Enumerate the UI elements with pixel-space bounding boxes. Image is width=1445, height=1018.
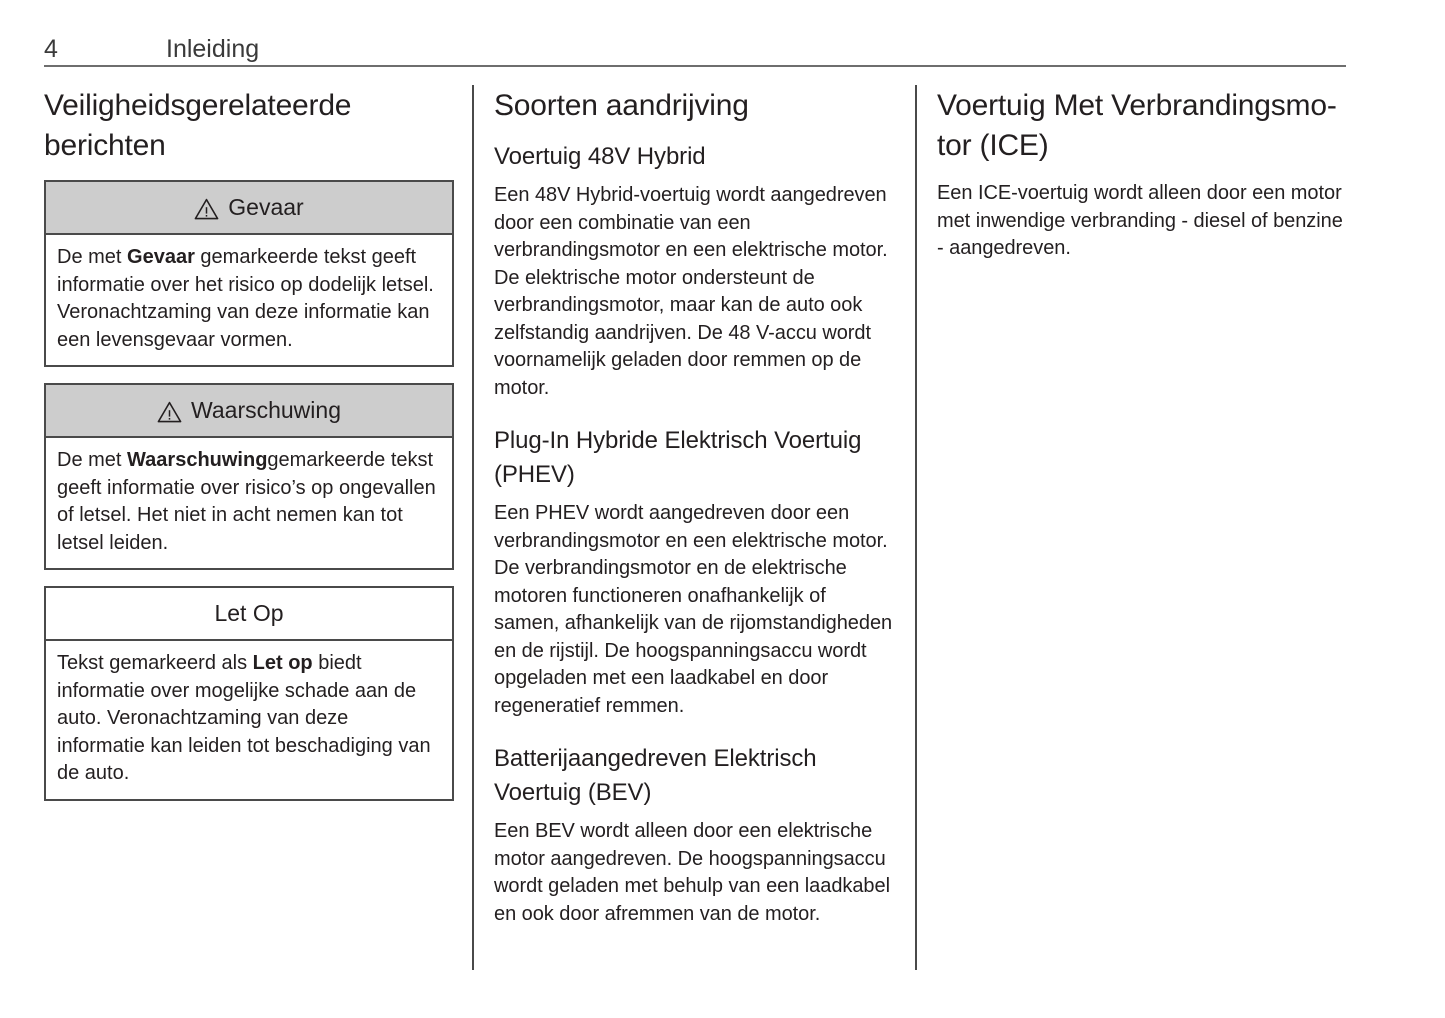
left-column (44, 86, 454, 817)
notice-body-bold-gevaar: Gevaar (127, 246, 195, 268)
section-body-phev: Een PHEV wordt aangedreven door een verbrandingsmotor en een elektrische motor. De verbrandingsmotor en de elektrische motoren functioneren onafhankelijk of samen, afhankelijk van de rijomstandigheden en de rijstijl. De hoogspanningsaccu wordt opgeladen met een laadkabel en door regeneratief remmen. (494, 502, 893, 717)
middle-column (494, 86, 894, 932)
notice-body-let-op (46, 641, 452, 799)
column-divider-2 (915, 85, 917, 970)
notice-body-lead-waarschuwing: De met (57, 449, 128, 471)
right-column-title: Voertuig Met Verbrandingsmo-tor (ICE) (937, 89, 1337, 162)
page-title: Veiligheidsgerelateerde berichten (44, 89, 352, 162)
notice-body-lead-gevaar: De met (57, 246, 128, 268)
middle-column-title: Soorten aandrijving (494, 89, 749, 122)
right-column-body: Een ICE-voertuig wordt alleen door een motor met inwendige verbranding - diesel of benzine - aangedreven. (937, 182, 1343, 259)
header-divider-rule (44, 65, 1346, 67)
notice-header-waarschuwing (46, 385, 452, 438)
page-number: 4 (44, 35, 58, 63)
page-header (44, 34, 1346, 66)
notice-box-gevaar (44, 180, 454, 367)
notice-body-rest-gevaar: gemarkeerde tekst geeft informatie over het risico op dodelijk letsel. Veronachtzaming van deze informatie kan een levensgevaar vormen. (57, 246, 434, 351)
section-heading-bev: Batterijaangedreven Elektrisch Voertuig (BEV) (494, 745, 817, 806)
notice-body-waarschuwing (46, 438, 452, 568)
notice-body-bold-let-op: Let op (252, 652, 313, 674)
notice-body-lead-let-op: Tekst gemarkeerd als (57, 652, 253, 674)
section-title: Inleiding (166, 35, 260, 63)
notice-body-gevaar (46, 235, 452, 365)
section-heading-48v-hybrid: Voertuig 48V Hybrid (494, 143, 706, 170)
warning-triangle-icon (157, 400, 182, 422)
column-divider-1 (472, 85, 474, 970)
section-body-bev: Een BEV wordt alleen door een elektrische motor aangedreven. De hoogspanningsaccu wordt geladen met behulp van een laadkabel en ook door afremmen van de motor. (494, 820, 890, 925)
section-body-48v-hybrid: Een 48V Hybrid-voertuig wordt aangedreven door een combinatie van een verbrandingsmotor en een elektrische motor. De elektrische motor ondersteunt de verbrandingsmotor, maar kan de auto ook zelfstandig aandrijven. De 48 V-accu wordt voornamelijk geladen door remmen op de motor. (494, 184, 888, 399)
section-heading-phev: Plug-In Hybride Elektrisch Voertuig (PHEV) (494, 427, 862, 488)
notice-body-bold-waarschuwing: Waarschuwing (127, 449, 268, 471)
notice-header-let-op (46, 588, 452, 641)
notice-box-let-op (44, 586, 454, 801)
notice-label-gevaar: Gevaar (228, 194, 304, 220)
warning-triangle-icon (194, 197, 219, 219)
notice-header-gevaar (46, 182, 452, 235)
notice-label-let-op: Let Op (214, 600, 284, 626)
notice-box-waarschuwing (44, 383, 454, 570)
notice-body-rest-let-op: biedt informatie over mogelijke schade aan de auto. Veronachtzaming van deze informatie kan leiden tot beschadiging van de auto. (57, 652, 431, 784)
notice-body-rest-waarschuwing: gemarkeerde tekst geeft informatie over risico’s op ongevallen of letsel. Het niet in acht nemen kan tot letsel leiden. (57, 449, 436, 554)
notice-label-waarschuwing: Waarschuwing (191, 397, 341, 423)
right-column (937, 86, 1347, 267)
